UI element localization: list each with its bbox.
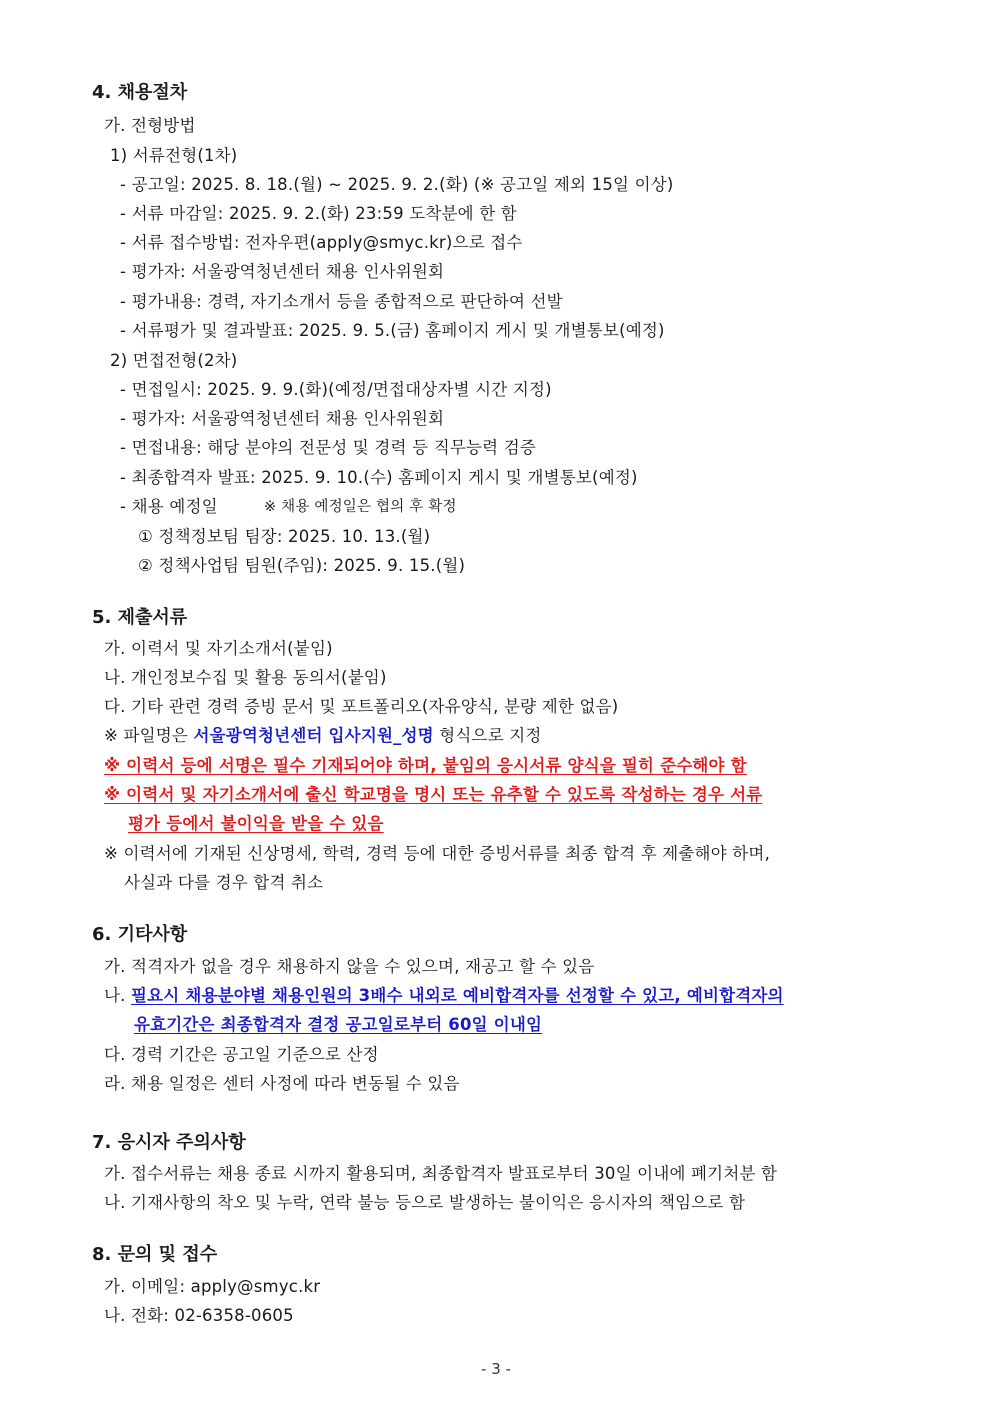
section-4-title: 4. 채용절차 xyxy=(92,82,188,103)
s4-hire-date-note: ※ 채용 예정일은 협의 후 확정 xyxy=(264,499,457,515)
s6-reserve-note xyxy=(104,982,784,1006)
s4-interview-heading: 2) 면접전형(2차) xyxy=(110,351,238,370)
s5-filename-format: 서울광역청년센터 입사지원_성명 xyxy=(193,726,434,745)
section-8-title: 8. 문의 및 접수 xyxy=(92,1244,218,1265)
s6-reserve-text: 필요시 채용분야별 채용인원의 3배수 내외로 예비합격자를 선정할 수 있고, 예비합격자의 xyxy=(131,986,784,1005)
s5-filename-note xyxy=(104,722,542,746)
s4-doc-item: - 서류 접수방법: 전자우편(apply@smyc.kr)으로 접수 xyxy=(120,233,523,252)
s4-hire-date-label: - 채용 예정일 xyxy=(120,497,218,516)
s8-phone: 나. 전화: 02-6358-0605 xyxy=(104,1306,294,1325)
s4-doc-item: - 서류 마감일: 2025. 9. 2.(화) 23:59 도착분에 한 함 xyxy=(120,204,517,223)
s5-filename-prefix: ※ 파일명은 xyxy=(104,726,194,745)
page-number: - 3 - xyxy=(481,1360,511,1378)
s4-method-heading: 가. 전형방법 xyxy=(104,116,196,135)
s5-school-warning-cont: 평가 등에서 불이익을 받을 수 있음 xyxy=(128,814,384,833)
s4-interview-item: - 최종합격자 발표: 2025. 9. 10.(수) 홈페이지 게시 및 개별통보(예정) xyxy=(120,468,638,487)
s4-interview-item: - 면접내용: 해당 분야의 전문성 및 경력 등 직무능력 검증 xyxy=(120,438,536,457)
s5-evidence-note: ※ 이력서에 기재된 신상명세, 학력, 경력 등에 대한 증빙서류를 최종 합격 후 제출해야 하며, xyxy=(104,844,771,863)
s4-document-screening-heading: 1) 서류전형(1차) xyxy=(110,146,238,165)
s5-item: 다. 기타 관련 경력 증빙 문서 및 포트폴리오(자유양식, 분량 제한 없음) xyxy=(104,697,619,716)
s6-reserve-text-cont: 유효기간은 최종합격자 결정 공고일로부터 60일 이내임 xyxy=(134,1015,543,1034)
s6-reserve-prefix: 나. xyxy=(104,986,132,1005)
s4-interview-item: - 평가자: 서울광역청년센터 채용 인사위원회 xyxy=(120,409,445,428)
s6-item: 다. 경력 기간은 공고일 기준으로 산정 xyxy=(104,1045,379,1064)
s4-doc-item: - 평가자: 서울광역청년센터 채용 인사위원회 xyxy=(120,262,445,281)
s6-item: 라. 채용 일정은 센터 사정에 따라 변동될 수 있음 xyxy=(104,1074,460,1093)
s6-item: 가. 적격자가 없을 경우 채용하지 않을 수 있으며, 재공고 할 수 있음 xyxy=(104,957,595,976)
s4-hire-item: ① 정책정보팀 팀장: 2025. 10. 13.(월) xyxy=(138,527,431,546)
s5-school-warning: ※ 이력서 및 자기소개서에 출신 학교명을 명시 또는 유추할 수 있도록 작성하는 경우 서류 xyxy=(104,785,763,804)
s4-doc-item: - 서류평가 및 결과발표: 2025. 9. 5.(금) 홈페이지 게시 및 개별통보(예정) xyxy=(120,321,665,340)
s7-item: 가. 접수서류는 채용 종료 시까지 활용되며, 최종합격자 발표로부터 30일 이내에 폐기처분 함 xyxy=(104,1164,778,1183)
s5-filename-suffix: 형식으로 지정 xyxy=(433,726,542,745)
s5-signature-warning: ※ 이력서 등에 서명은 필수 기재되어야 하며, 붙임의 응시서류 양식을 필히 준수해야 함 xyxy=(104,756,747,775)
s4-doc-item: - 평가내용: 경력, 자기소개서 등을 종합적으로 판단하여 선발 xyxy=(120,292,563,311)
s4-doc-item: - 공고일: 2025. 8. 18.(월) ~ 2025. 9. 2.(화) (※ 공고일 제외 15일 이상) xyxy=(120,175,674,194)
section-5-title: 5. 제출서류 xyxy=(92,607,188,628)
s4-hire-item: ② 정책사업팀 팀원(주임): 2025. 9. 15.(월) xyxy=(138,556,466,575)
s4-interview-item: - 면접일시: 2025. 9. 9.(화)(예정/면접대상자별 시간 지정) xyxy=(120,380,552,399)
s7-item: 나. 기재사항의 착오 및 누락, 연락 불능 등으로 발생하는 불이익은 응시자의 책임으로 함 xyxy=(104,1193,746,1212)
section-7-title: 7. 응시자 주의사항 xyxy=(92,1132,246,1153)
s8-email: 가. 이메일: apply@smyc.kr xyxy=(104,1277,321,1296)
s5-evidence-note-cont: 사실과 다를 경우 합격 취소 xyxy=(124,873,324,892)
s5-item: 가. 이력서 및 자기소개서(붙임) xyxy=(104,639,333,658)
s5-item: 나. 개인정보수집 및 활용 동의서(붙임) xyxy=(104,668,387,687)
section-6-title: 6. 기타사항 xyxy=(92,924,188,945)
